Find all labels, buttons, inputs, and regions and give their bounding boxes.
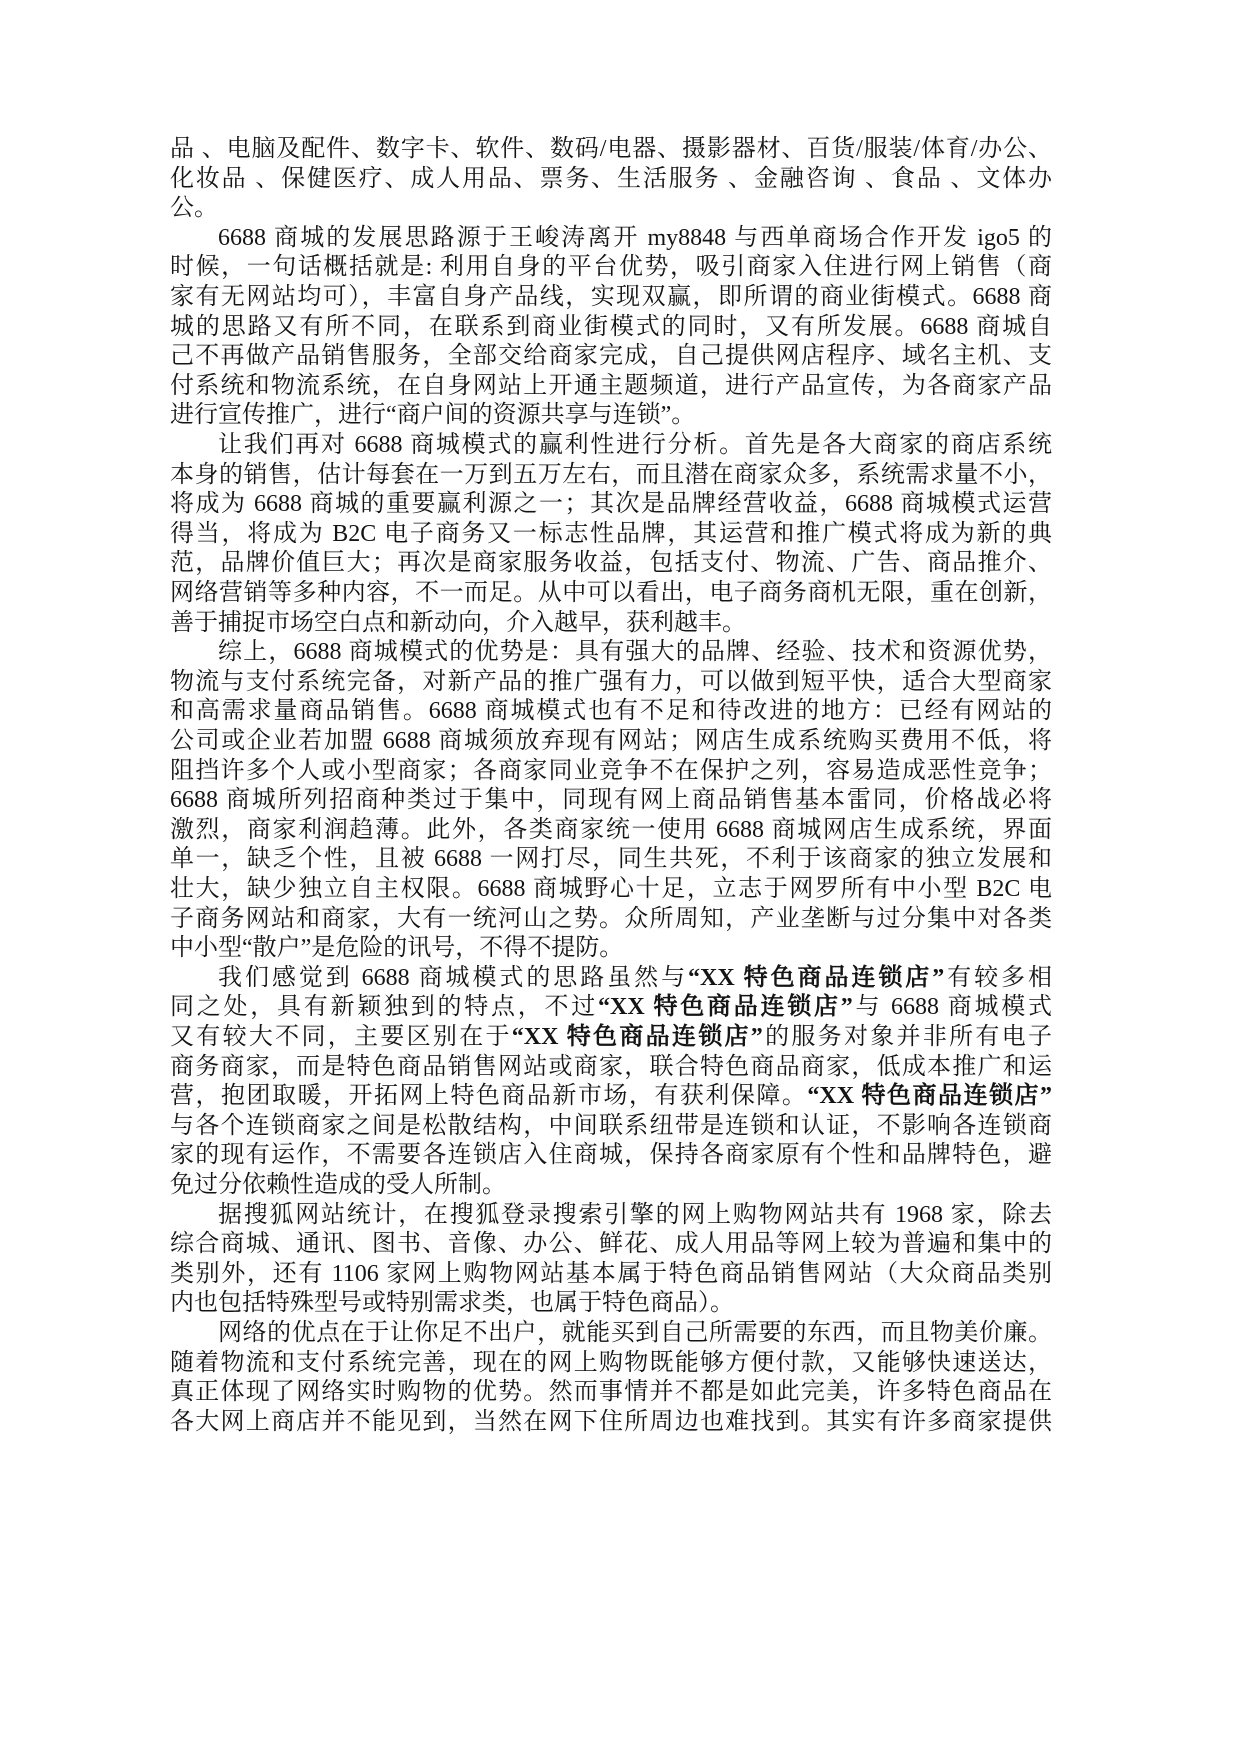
line-text: 商务商家，而是特色商品销售网站或商家，联合特色商品商家，低成本推广和运 bbox=[170, 1053, 1052, 1080]
line-text: 善于捕捉市场空白点和新动向，介入越早，获利越丰。 bbox=[170, 609, 746, 636]
line-text: 与 6688 商城模式 bbox=[852, 994, 1053, 1021]
line-text: 内也包括特殊型号或特别需求类，也属于特色商品）。 bbox=[170, 1290, 734, 1317]
text-line bbox=[170, 283, 1052, 313]
text-line bbox=[170, 579, 1052, 609]
text-line bbox=[170, 1349, 1052, 1379]
text-line bbox=[170, 668, 1052, 698]
text-line bbox=[218, 1319, 1052, 1349]
line-text: 和高需求量商品销售。6688 商城模式也有不足和待改进的地方：已经有网站的 bbox=[170, 698, 1052, 725]
line-text: 网络营销等多种内容，不一而足。从中可以看出，电子商务商机无限，重在创新， bbox=[170, 580, 1052, 606]
line-text: 中小型“散户”是危险的讯号，不得不提防。 bbox=[170, 935, 624, 962]
text-line bbox=[170, 1082, 1052, 1112]
line-text: 免过分依赖性造成的受人所制。 bbox=[170, 1172, 506, 1198]
text-line bbox=[170, 875, 1052, 905]
line-text: 各大网上商店并不能见到，当然在网下住所周边也难找到。其实有许多商家提供 bbox=[170, 1408, 1052, 1435]
text-line bbox=[170, 1230, 1052, 1260]
line-text: 类别外，还有 1106 家网上购物网站基本属于特色商品销售网站（大众商品类别 bbox=[170, 1260, 1052, 1287]
text-line bbox=[218, 224, 1052, 254]
line-text: 综上，6688 商城模式的优势是：具有强大的品牌、经验、技术和资源优势， bbox=[218, 639, 1052, 666]
text-line bbox=[170, 757, 1052, 787]
line-text: 激烈，商家利润趋薄。此外，各类商家统一使用 6688 商城网店生成系统，界面 bbox=[170, 816, 1052, 843]
line-text: 随着物流和支付系统完善，现在的网上购物既能够方便付款，又能够快速送达， bbox=[170, 1349, 1052, 1376]
text-line bbox=[170, 697, 1052, 727]
text-line bbox=[170, 1023, 1052, 1053]
text-line bbox=[170, 165, 1052, 195]
text-line bbox=[170, 1408, 1052, 1438]
line-text: 子商务网站和商家，大有一统河山之势。众所周知，产业垄断与过分集中对各类 bbox=[170, 905, 1052, 932]
line-text: 单一，缺乏个性，且被 6688 一网打尽，同生共死，不利于该商家的独立发展和 bbox=[170, 846, 1052, 873]
text-line bbox=[218, 431, 1052, 461]
text-line bbox=[170, 194, 1052, 224]
emphasis-text: “XX 特色商品连锁店” bbox=[688, 964, 945, 991]
line-text: 家的现有运作，不需要各连锁店入住商城，保持各商家原有个性和品牌特色，避 bbox=[170, 1142, 1052, 1169]
text-line bbox=[170, 1112, 1052, 1142]
line-text: 付系统和物流系统，在自身网站上开通主题频道，进行产品宣传，为各商家产品 bbox=[170, 372, 1052, 399]
line-text: 时候，一句话概括就是: 利用自身的平台优势，吸引商家入住进行网上销售（商 bbox=[170, 254, 1052, 281]
line-text: 综合商城、通讯、图书、音像、办公、鲜花、成人用品等网上较为普遍和集中的 bbox=[170, 1231, 1052, 1258]
text-line bbox=[170, 1053, 1052, 1083]
text-line bbox=[170, 549, 1052, 579]
text-line bbox=[170, 135, 1052, 165]
line-text: 品 、电脑及配件、数字卡、软件、数码/电器、摄影器材、百货/服装/体育/办公、 bbox=[170, 136, 1052, 162]
text-line bbox=[218, 964, 1052, 994]
text-line bbox=[170, 1171, 1052, 1201]
line-text: 壮大，缺少独立自主权限。6688 商城野心十足，立志于网罗所有中小型 B2C 电 bbox=[170, 876, 1052, 902]
text-line bbox=[218, 1201, 1052, 1231]
line-text: 6688 商城所列招商种类过于集中，同现有网上商品销售基本雷同，价格战必将 bbox=[170, 787, 1052, 814]
line-text: 让我们再对 6688 商城模式的赢利性进行分析。首先是各大商家的商店系统 bbox=[218, 432, 1052, 458]
line-text: 的服务对象并非所有电子 bbox=[762, 1024, 1053, 1050]
line-text: 城的思路又有所不同，在联系到商业街模式的同时，又有所发展。6688 商城自 bbox=[170, 313, 1052, 340]
line-text: 我们感觉到 6688 商城模式的思路虽然与 bbox=[218, 964, 689, 991]
text-line bbox=[170, 313, 1052, 343]
text-line bbox=[170, 993, 1052, 1023]
line-text: 阻挡许多个人或小型商家；各商家同业竞争不在保护之列，容易造成恶性竞争； bbox=[170, 757, 1052, 784]
text-line bbox=[218, 638, 1052, 668]
line-text: 与各个连锁商家之间是松散结构，中间联系纽带是连锁和认证，不影响各连锁商 bbox=[170, 1112, 1052, 1139]
line-text: 又有较大不同，主要区别在于 bbox=[170, 1024, 512, 1050]
text-line bbox=[170, 520, 1052, 550]
text-line bbox=[170, 905, 1052, 935]
text-line bbox=[170, 461, 1052, 491]
text-line bbox=[170, 609, 1052, 639]
line-text: 本身的销售，估计每套在一万到五万左右，而且潜在商家众多，系统需求量不小， bbox=[170, 461, 1052, 488]
text-line bbox=[170, 845, 1052, 875]
line-text: 进行宣传推广，进行“商户间的资源共享与连锁”。 bbox=[170, 402, 696, 429]
text-line bbox=[170, 1378, 1052, 1408]
line-text: 范，品牌价值巨大；再次是商家服务收益，包括支付、物流、广告、商品推介、 bbox=[170, 550, 1052, 577]
line-text: 化妆品 、保健医疗、成人用品、票务、生活服务 、金融咨询 、食品 、文体办 bbox=[170, 165, 1052, 192]
text-line bbox=[170, 490, 1052, 520]
emphasis-text: “XX 特色商品连锁店” bbox=[807, 1083, 1052, 1110]
text-line bbox=[170, 816, 1052, 846]
text-line bbox=[170, 1260, 1052, 1290]
text-line bbox=[170, 401, 1052, 431]
line-text: 公。 bbox=[170, 195, 218, 222]
text-line bbox=[170, 372, 1052, 402]
line-text: 家有无网站均可），丰富自身产品线，实现双赢，即所谓的商业街模式。6688 商 bbox=[170, 284, 1052, 310]
line-text: 得当，将成为 B2C 电子商务又一标志性品牌，其运营和推广模式将成为新的典 bbox=[170, 520, 1052, 547]
emphasis-text: “XX 特色商品连锁店” bbox=[511, 1024, 763, 1050]
text-line bbox=[170, 934, 1052, 964]
line-text: 物流与支付系统完备，对新产品的推广强有力，可以做到短平快，适合大型商家 bbox=[170, 668, 1052, 695]
line-text: 6688 商城的发展思路源于王峻涛离开 my8848 与西单商场合作开发 igo5 的 bbox=[218, 224, 1052, 251]
text-line bbox=[170, 253, 1052, 283]
text-line bbox=[170, 786, 1052, 816]
text-line bbox=[170, 1141, 1052, 1171]
emphasis-text: “XX 特色商品连锁店” bbox=[598, 994, 853, 1021]
line-text: 网络的优点在于让你足不出户，就能买到自己所需要的东西，而且物美价廉。 bbox=[218, 1320, 1052, 1346]
text-line bbox=[170, 1289, 1052, 1319]
line-text: 有较多相 bbox=[944, 964, 1053, 991]
line-text: 真正体现了网络实时购物的优势。然而事情并不都是如此完美，许多特色商品在 bbox=[170, 1379, 1052, 1406]
line-text: 将成为 6688 商城的重要赢利源之一；其次是品牌经营收益，6688 商城模式运营 bbox=[170, 491, 1052, 518]
line-text: 公司或企业若加盟 6688 商城须放弃现有网站；网店生成系统购买费用不低，将 bbox=[170, 728, 1052, 754]
text-line bbox=[170, 727, 1052, 757]
line-text: 己不再做产品销售服务，全部交给商家完成，自己提供网店程序、域名主机、支 bbox=[170, 343, 1052, 370]
line-text: 同之处，具有新颖独到的特点，不过 bbox=[170, 994, 599, 1021]
text-line bbox=[170, 342, 1052, 372]
line-text: 据搜狐网站统计，在搜狐登录搜索引擎的网上购物网站共有 1968 家，除去 bbox=[218, 1201, 1052, 1228]
line-text: 营，抱团取暖，开拓网上特色商品新市场，有获利保障。 bbox=[170, 1083, 808, 1110]
